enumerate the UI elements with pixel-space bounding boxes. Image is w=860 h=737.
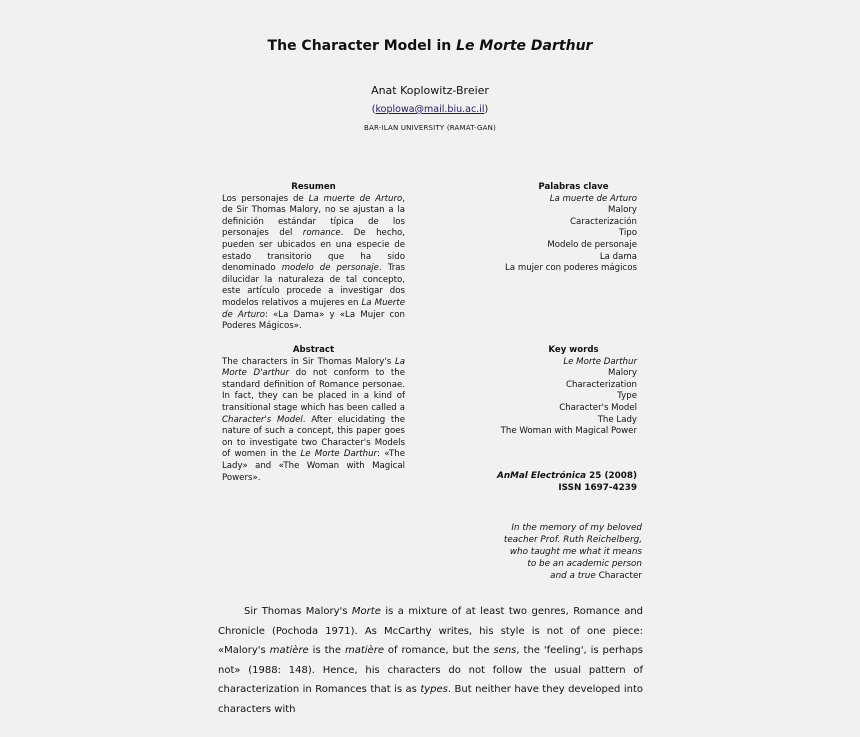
body-paragraph: Sir Thomas Malory's Morte is a mixture of at least two genres, Romance and Chronicle (Pochoda 1971). As McCarthy writes, his style is not of one piece: «Malory's matière is the matière of romance, but the sens, the 'feeling', is perhaps not» (1988: 148). Hence, his characters do not follow the usual pattern of characterization in Romances that is as types. But neither have they developed into characters with (218, 606, 644, 715)
abstract-heading: Abstract (292, 345, 335, 355)
resumen-heading: Resumen (291, 182, 336, 192)
resumen-section (222, 182, 405, 333)
journal-info (470, 470, 637, 494)
abstract-section (222, 345, 405, 484)
palabras-clave-item: La dama (599, 251, 637, 262)
body-text (218, 602, 643, 720)
key-word-item: Type (617, 391, 637, 402)
dedication: In the memory of my beloved teacher Prof. Ruth Reichelberg, who taught me what it means to be an academic person and a true Character (503, 523, 642, 581)
journal-issn: ISSN 1697-4239 (558, 483, 637, 493)
key-word-item: The Lady (597, 414, 637, 425)
palabras-clave-section (470, 182, 637, 275)
author-email: (koplowa@mail.biu.ac.il) (371, 104, 489, 115)
palabras-clave-heading: Palabras clave (538, 182, 609, 192)
affiliation: BAR-ILAN UNIVERSITY (RAMAT-GAN) (363, 124, 497, 132)
key-word-item: Malory (608, 368, 637, 379)
paper-title: The Character Model in Le Morte Darthur (267, 38, 593, 54)
key-words-heading: Key words (548, 345, 599, 355)
palabras-clave-item: Modelo de personaje (547, 239, 637, 250)
resumen-text: Los personajes de La muerte de Arturo, de Sir Thomas Malory, no se ajustan a la definición estándar típica de los personajes del romance. De hecho, pueden ser ubicados en una especie de estado transitorio que ha sido denominado modelo de personaje. Tras dilucidar la naturaleza de tal concepto, este artículo procede a investigar dos modelos relativos a mujeres en La Muerte de Arturo: «La Dama» y «La Mujer con Poderes Mágicos». (222, 193, 406, 332)
journal-issue: AnMal Electrónica 25 (2008) (497, 471, 637, 481)
key-word-item: The Woman with Magical Power (500, 426, 637, 437)
key-word-item: Character's Model (559, 402, 637, 413)
palabras-clave-item: Caracterización (570, 216, 637, 227)
key-words-section (470, 345, 637, 438)
key-word-item: Le Morte Darthur (563, 356, 637, 367)
palabras-clave-item: Malory (608, 205, 637, 216)
palabras-clave-item: La mujer con poderes mágicos (505, 263, 637, 274)
palabras-clave-item: Tipo (618, 228, 637, 239)
abstract-text: The characters in Sir Thomas Malory's La Morte D'arthur do not conform to the standard definition of Romance personae. In fact, they can be placed in a kind of transitional stage which has been called a Character's Model. After elucidating the nature of such a concept, this paper goes on to investigate two Character's Models of women in the Le Morte Darthur: «The Lady» and «The Woman with Magical Powers». (222, 356, 405, 483)
palabras-clave-item: La muerte de Arturo (549, 193, 637, 204)
email-link[interactable]: koplowa@mail.biu.ac.il (375, 104, 485, 115)
author-name: Anat Koplowitz-Breier (371, 84, 489, 97)
key-word-item: Characterization (565, 379, 637, 390)
